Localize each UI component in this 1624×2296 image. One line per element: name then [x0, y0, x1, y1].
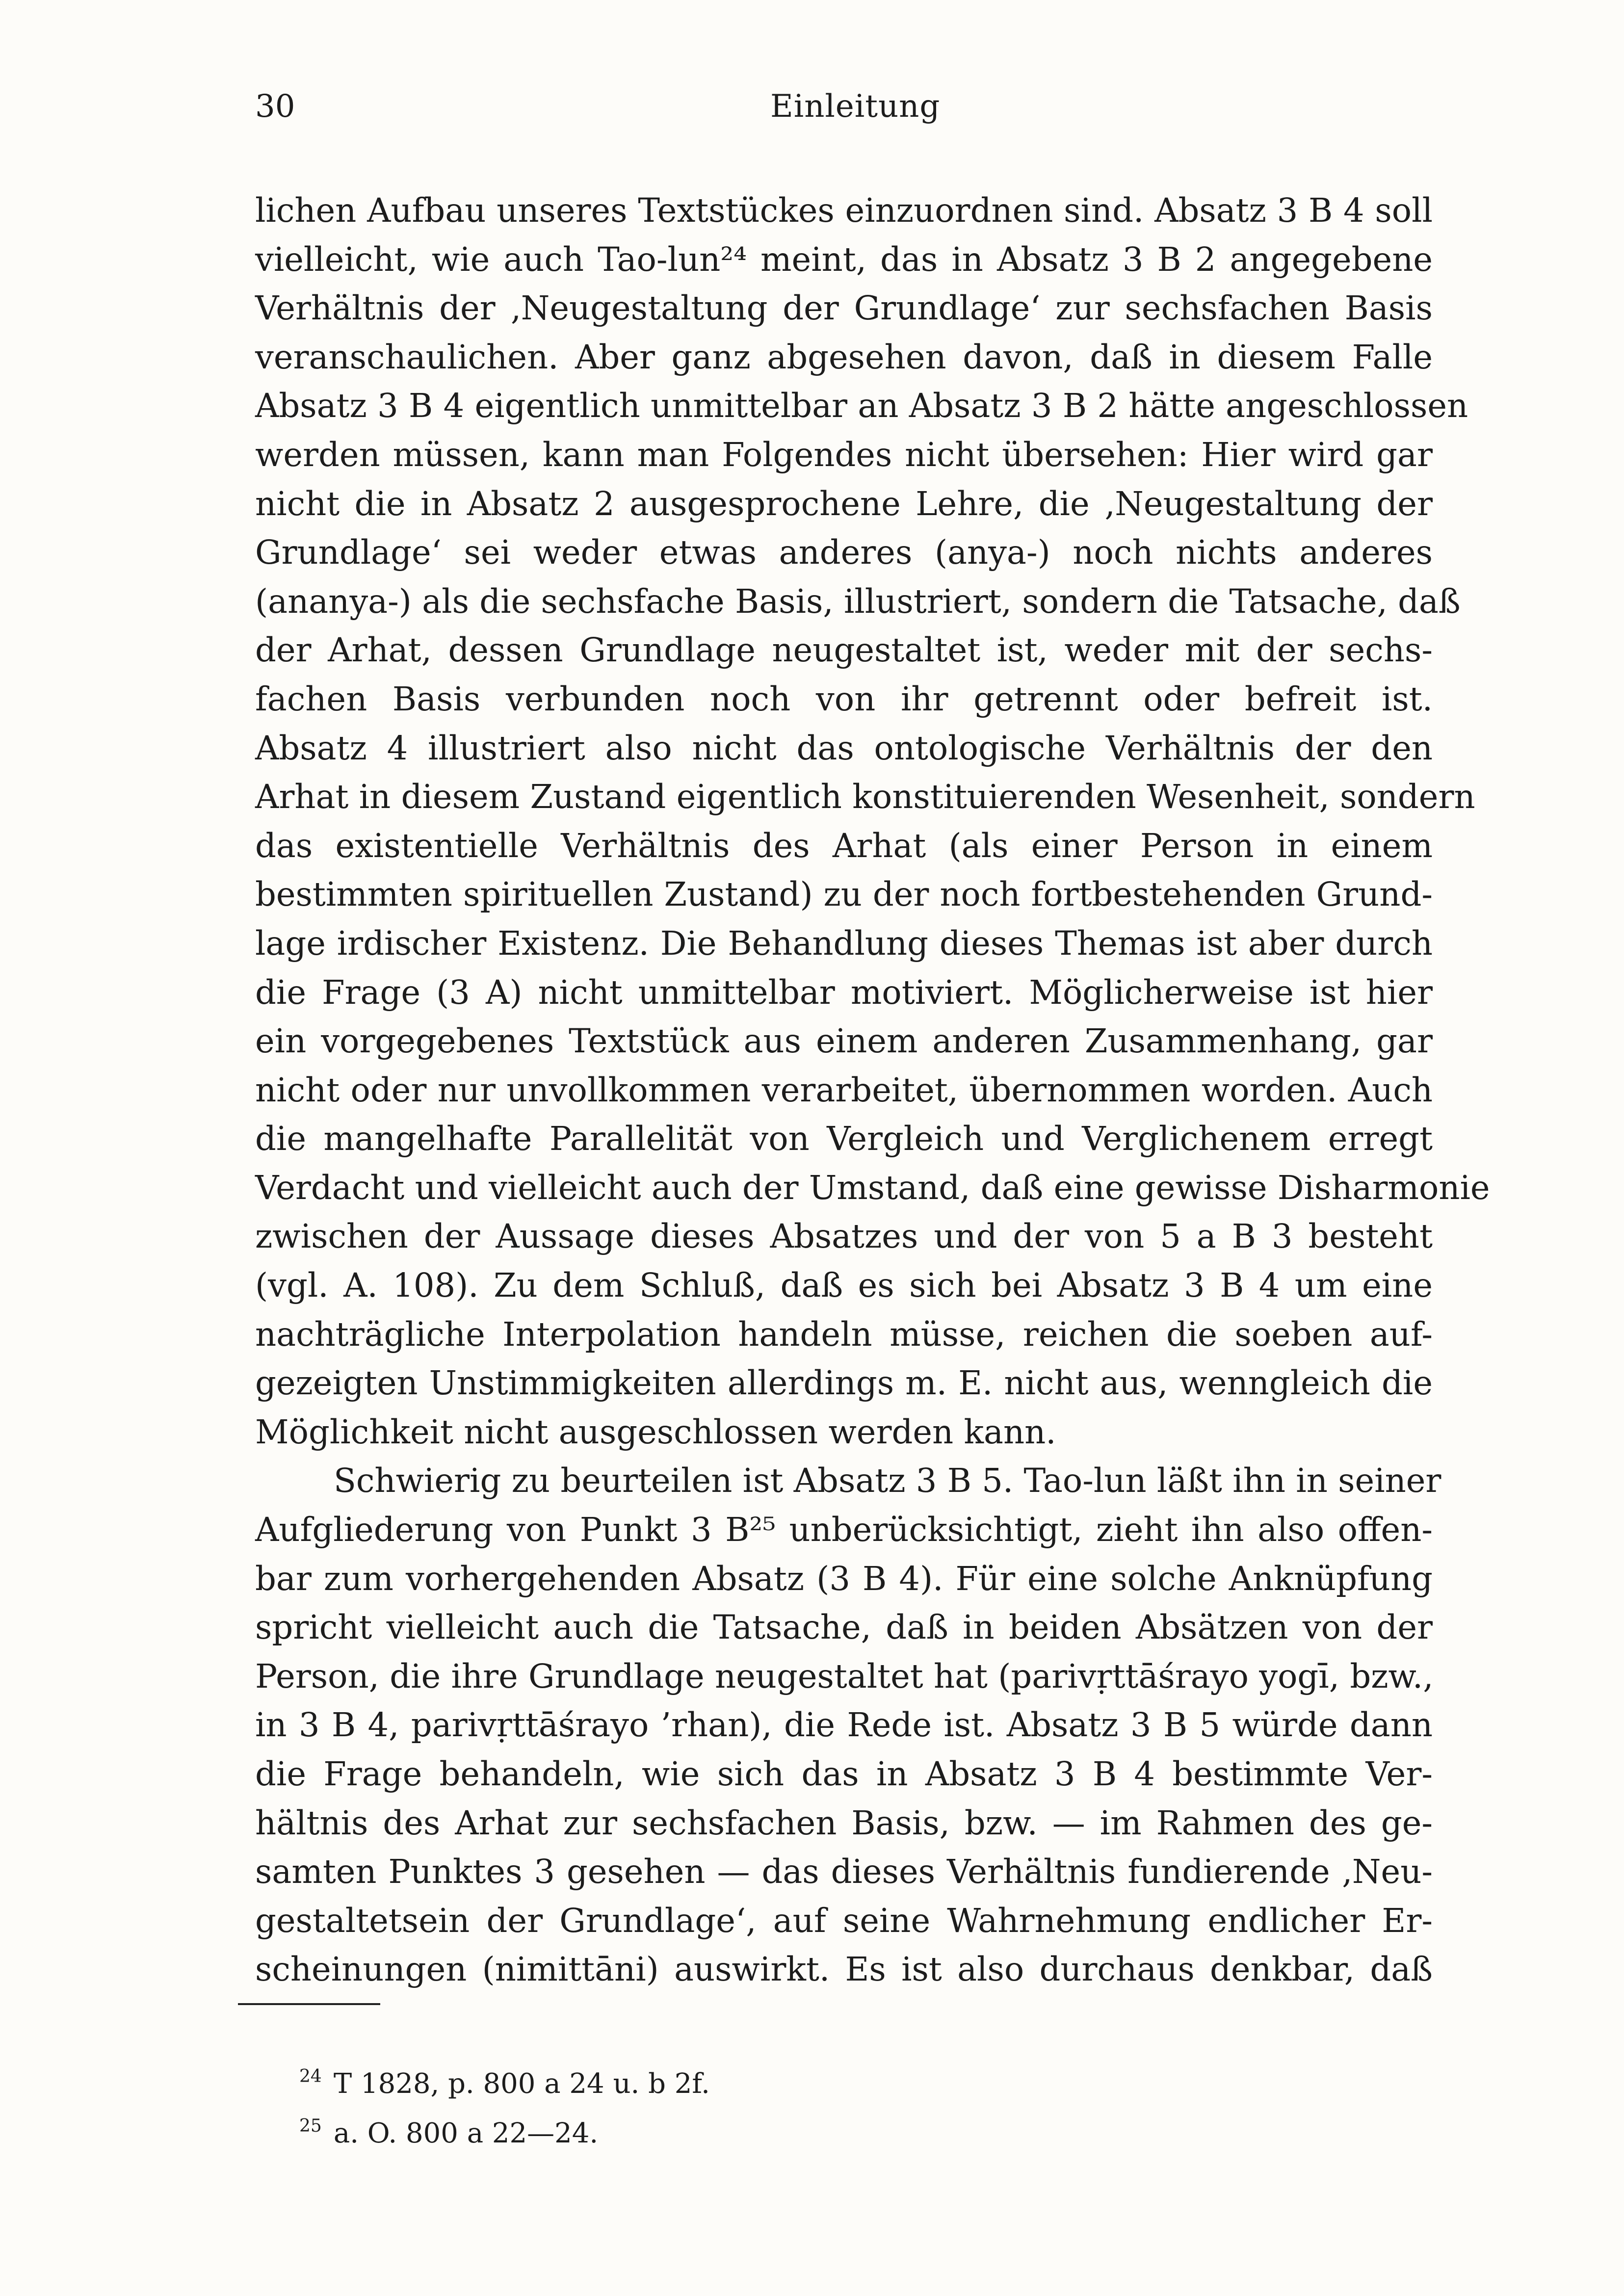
text-line: Absatz 3 B 4 eigentlich unmittelbar an Absatz 3 B 2 hätte angeschlossen [255, 387, 1468, 425]
text-line: scheinungen (nimittāni) auswirkt. Es ist also durchaus denkbar, daß [255, 1950, 1433, 1989]
footnotes [299, 2056, 710, 2155]
text-line: lichen Aufbau unseres Textstückes einzuordnen sind. Absatz 3 B 4 soll [255, 191, 1433, 230]
text-line: Schwierig zu beurteilen ist Absatz 3 B 5. Tao-lun läßt ihn in seiner [334, 1461, 1441, 1500]
body-text [255, 186, 1490, 1994]
running-head [255, 88, 1433, 132]
text-line: zwischen der Aussage dieses Absatzes und der von 5 a B 3 besteht [255, 1217, 1433, 1256]
text-line: der Arhat, dessen Grundlage neugestaltet ist, weder mit der sechs- [255, 631, 1433, 670]
text-line: Aufgliederung von Punkt 3 B²⁵ unberücksichtigt, zieht ihn also offen- [255, 1511, 1433, 1549]
text-line: (vgl. A. 108). Zu dem Schluß, daß es sich bei Absatz 3 B 4 um eine [255, 1266, 1433, 1305]
text-line: Person, die ihre Grundlage neugestaltet hat (parivṛttāśrayo yogī, bzw., [255, 1657, 1434, 1696]
footnote [299, 2105, 710, 2155]
text-line: die Frage (3 A) nicht unmittelbar motiviert. Möglicherweise ist hier [255, 973, 1433, 1012]
text-line: ein vorgegebenes Textstück aus einem anderen Zusammenhang, gar [255, 1022, 1433, 1061]
running-title: Einleitung [770, 88, 941, 125]
footnote-mark: 25 [299, 2116, 322, 2136]
text-line: das existentielle Verhältnis des Arhat (als einer Person in einem [255, 826, 1433, 865]
footnote-mark: 24 [299, 2066, 322, 2087]
text-line: veranschaulichen. Aber ganz abgesehen davon, daß in diesem Falle [255, 338, 1433, 376]
footnote [299, 2056, 710, 2105]
text-line: nachträgliche Interpolation handeln müsse, reichen die soeben auf- [255, 1315, 1433, 1354]
text-line: Grundlage‘ sei weder etwas anderes (anya-) noch nichts anderes [255, 533, 1433, 572]
text-line: bar zum vorhergehenden Absatz (3 B 4). Für eine solche Anknüpfung [255, 1559, 1433, 1598]
text-line: Verhältnis der ‚Neugestaltung der Grundlage‘ zur sechsfachen Basis [255, 289, 1433, 328]
text-line: Möglichkeit nicht ausgeschlossen werden kann. [255, 1412, 1056, 1451]
text-line: lage irdischer Existenz. Die Behandlung dieses Themas ist aber durch [255, 924, 1433, 963]
text-line: samten Punktes 3 gesehen — das dieses Verhältnis fundierende ‚Neu- [255, 1852, 1433, 1891]
text-line: Arhat in diesem Zustand eigentlich konstituierenden Wesenheit, sondern [255, 778, 1475, 816]
text-line: die Frage behandeln, wie sich das in Absatz 3 B 4 bestimmte Ver- [255, 1755, 1433, 1793]
text-line: bestimmten spirituellen Zustand) zu der noch fortbestehenden Grund- [255, 875, 1433, 914]
page-number: 30 [255, 88, 295, 125]
text-line: gestaltetsein der Grundlage‘, auf seine Wahrnehmung endlicher Er- [255, 1901, 1433, 1940]
text-line: (ananya-) als die sechsfache Basis, illustriert, sondern die Tatsache, daß [255, 582, 1461, 621]
footnote-text: a. O. 800 a 22—24. [333, 2117, 599, 2149]
text-line: werden müssen, kann man Folgendes nicht übersehen: Hier wird gar [255, 435, 1433, 474]
footnote-text: T 1828, p. 800 a 24 u. b 2f. [333, 2068, 710, 2100]
text-line: nicht oder nur unvollkommen verarbeitet, übernommen worden. Auch [255, 1070, 1433, 1109]
text-line: Verdacht und vielleicht auch der Umstand, daß eine gewisse Disharmonie [255, 1168, 1490, 1207]
text-line: spricht vielleicht auch die Tatsache, daß in beiden Absätzen von der [255, 1608, 1433, 1647]
text-line: gezeigten Unstimmigkeiten allerdings m. E. nicht aus, wenngleich die [255, 1364, 1433, 1403]
footnote-rule [238, 2003, 380, 2005]
text-line: in 3 B 4, parivṛttāśrayo ’rhan), die Rede ist. Absatz 3 B 5 würde dann [255, 1706, 1433, 1745]
text-line: nicht die in Absatz 2 ausgesprochene Lehre, die ‚Neugestaltung der [255, 484, 1433, 523]
text-line: vielleicht, wie auch Tao-lun²⁴ meint, das in Absatz 3 B 2 angegebene [255, 240, 1433, 279]
text-line: fachen Basis verbunden noch von ihr getrennt oder befreit ist. [255, 679, 1433, 718]
text-line: die mangelhafte Parallelität von Vergleich und Verglichenem erregt [255, 1120, 1433, 1158]
text-line: Absatz 4 illustriert also nicht das ontologische Verhältnis der den [255, 729, 1433, 767]
text-line: hältnis des Arhat zur sechsfachen Basis, bzw. — im Rahmen des ge- [255, 1803, 1433, 1842]
